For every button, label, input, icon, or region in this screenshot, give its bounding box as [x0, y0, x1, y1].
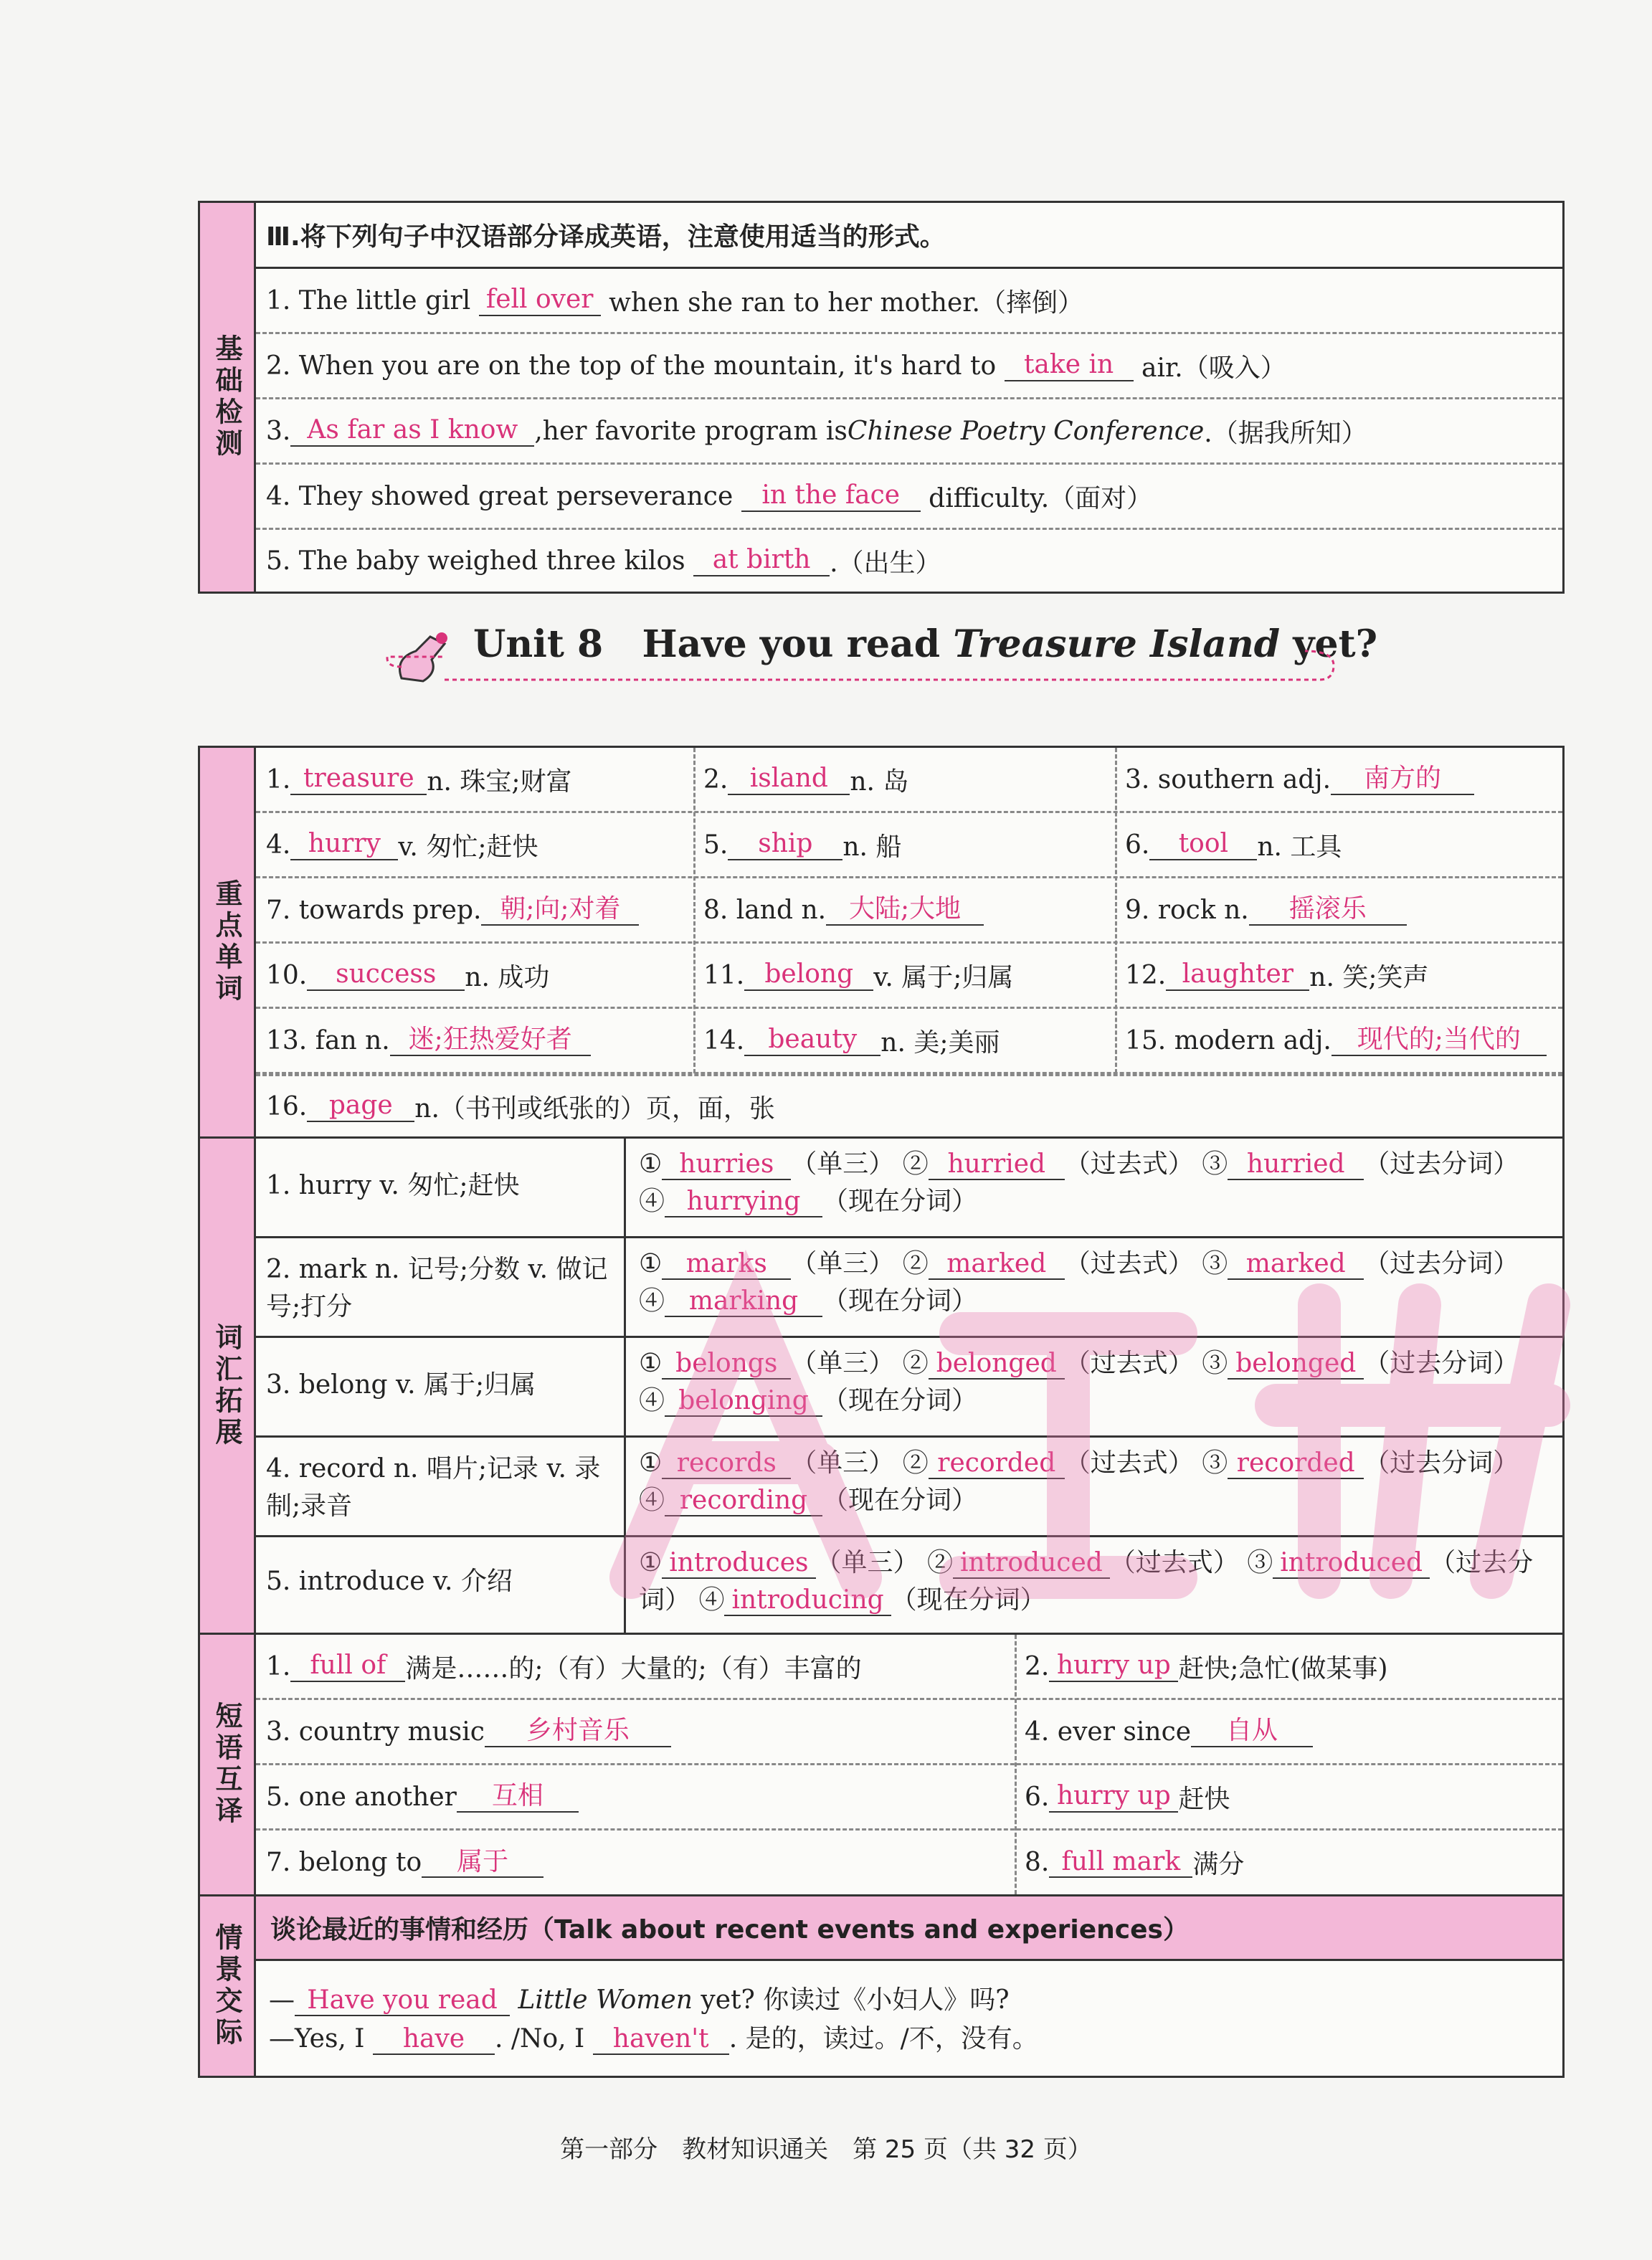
basic-test-section: [198, 201, 1565, 594]
word-5: 5. ship n. 船: [703, 829, 902, 862]
word-16: 16. page n.（书刊或纸张的）页，面，张: [266, 1091, 775, 1124]
vocab-ext-side-label: 词汇拓展: [200, 1139, 256, 1633]
phrase-8: 8. full mark 满分: [1025, 1846, 1245, 1879]
word-13: 13. fan n. 迷;狂热爱好者: [256, 1009, 693, 1072]
basic-item-5: 5. The baby weighed three kilos at birth .（出生）: [266, 545, 941, 578]
phrase-3: 3. country music 乡村音乐: [256, 1700, 1015, 1763]
reading-lamp-icon: [387, 622, 466, 687]
phrase-5: 5. one another 互相: [256, 1765, 1015, 1828]
basic-item-3: 3. As far as I know ,her favorite program is Chinese Poetry Conference .（据我所知）: [266, 415, 1367, 448]
word-1: 1. treasure n. 珠宝;财富: [266, 764, 572, 797]
phrase-4: 4. ever since 自从: [1015, 1700, 1313, 1763]
word-9: 9. rock n. 摇滚乐: [1115, 878, 1563, 941]
ext-row-3: 3. belong v. 属于;归属 ① belongs （单三） ② belonged （过去式） ③ belonged （过去分词） ④ belonging （现在分词）: [256, 1338, 1562, 1438]
dialogue-line-1: — Have you read Little Women yet? 你读过《小妇人》吗?: [269, 1981, 1038, 2020]
basic-item-4: 4. They showed great perseverance in the face difficulty.（面对）: [266, 480, 1153, 513]
word-6: 6. tool n. 工具: [1125, 829, 1342, 862]
word-12: 12. laughter n. 笑;笑声: [1125, 959, 1429, 992]
phrase-7: 7. belong to 属于: [256, 1831, 1015, 1894]
key-words-side-label: 重点单词: [200, 748, 256, 1136]
unit-heading: Unit 8 Have you read Treasure Island yet?: [473, 622, 1378, 666]
ext-row-2: 2. mark n. 记号;分数 v. 做记号;打分 ① marks （单三） ② marked （过去式） ③ marked （过去分词） ④ marking （现在分词）: [256, 1238, 1562, 1338]
word-8: 8. land n. 大陆;大地: [693, 878, 1115, 941]
phrases-section: [198, 1633, 1565, 1896]
ext-row-1: 1. hurry v. 匆忙;赶快 ① hurries （单三） ② hurried （过去式） ③ hurried （过去分词） ④ hurrying （现在分词）: [256, 1139, 1562, 1238]
answer-blank[interactable]: As far as I know: [290, 415, 534, 446]
word-15: 15. modern adj. 现代的;当代的: [1115, 1009, 1563, 1072]
answer-blank[interactable]: in the face: [741, 480, 921, 511]
page-footer: 第一部分 教材知识通关 第 25 页（共 32 页）: [560, 2135, 1092, 2164]
answer-blank[interactable]: fell over: [479, 285, 601, 315]
word-4: 4. hurry v. 匆忙;赶快: [266, 829, 538, 862]
situation-banner: 谈论最近的事情和经历（Talk about recent events and experiences）: [256, 1896, 1562, 1961]
phrase-1: 1. full of 满是……的;（有）大量的;（有）丰富的: [266, 1651, 862, 1684]
dialogue-line-2: —Yes, I have . /No, I haven't . 是的，读过。/不，没有。: [269, 2020, 1038, 2059]
basic-test-side-label: 基础检测: [200, 203, 256, 592]
phrase-6: 6. hurry up 赶快: [1025, 1781, 1230, 1814]
watermark-decoration: [559, 1219, 1620, 1606]
word-11: 11. belong v. 属于;归属: [703, 959, 1014, 992]
basic-test-heading: Ⅲ.将下列句子中汉语部分译成英语，注意使用适当的形式。: [266, 222, 946, 252]
word-14: 14. beauty n. 美;美丽: [703, 1025, 1000, 1058]
ext-row-5: 5. introduce v. 介绍 ① introduces （单三） ② introduced （过去式） ③ introduced （过去分词） ④ introducing （现在分词）: [256, 1537, 1562, 1633]
phrase-2: 2. hurry up 赶快;急忙(做某事): [1025, 1651, 1388, 1684]
unit-title: [387, 622, 1377, 687]
basic-item-1: 1. The little girl fell over when she ran to her mother.（摔倒）: [266, 285, 1083, 318]
word-3: 3. southern adj. 南方的: [1115, 748, 1563, 811]
word-2: 2. island n. 岛: [703, 764, 909, 797]
answer-blank[interactable]: take in: [1005, 350, 1134, 381]
situation-side-label: 情景交际: [200, 1896, 256, 2076]
situation-section: [198, 1894, 1565, 2078]
word-7: 7. towards prep. 朝;向;对着: [256, 878, 693, 941]
ext-row-4: 4. record n. 唱片;记录 v. 录制;录音 ① records （单三） ② recorded （过去式） ③ recorded （过去分词） ④ recording （现在分词）: [256, 1438, 1562, 1537]
phrases-side-label: 短语互译: [200, 1635, 256, 1894]
answer-blank[interactable]: at birth: [693, 545, 830, 576]
key-words-section: [198, 746, 1565, 1139]
dialogue: [269, 1981, 1038, 2059]
word-10: 10. success n. 成功: [266, 959, 550, 992]
basic-item-2: 2. When you are on the top of the mountain, it's hard to take in air.（吸入）: [266, 350, 1286, 383]
